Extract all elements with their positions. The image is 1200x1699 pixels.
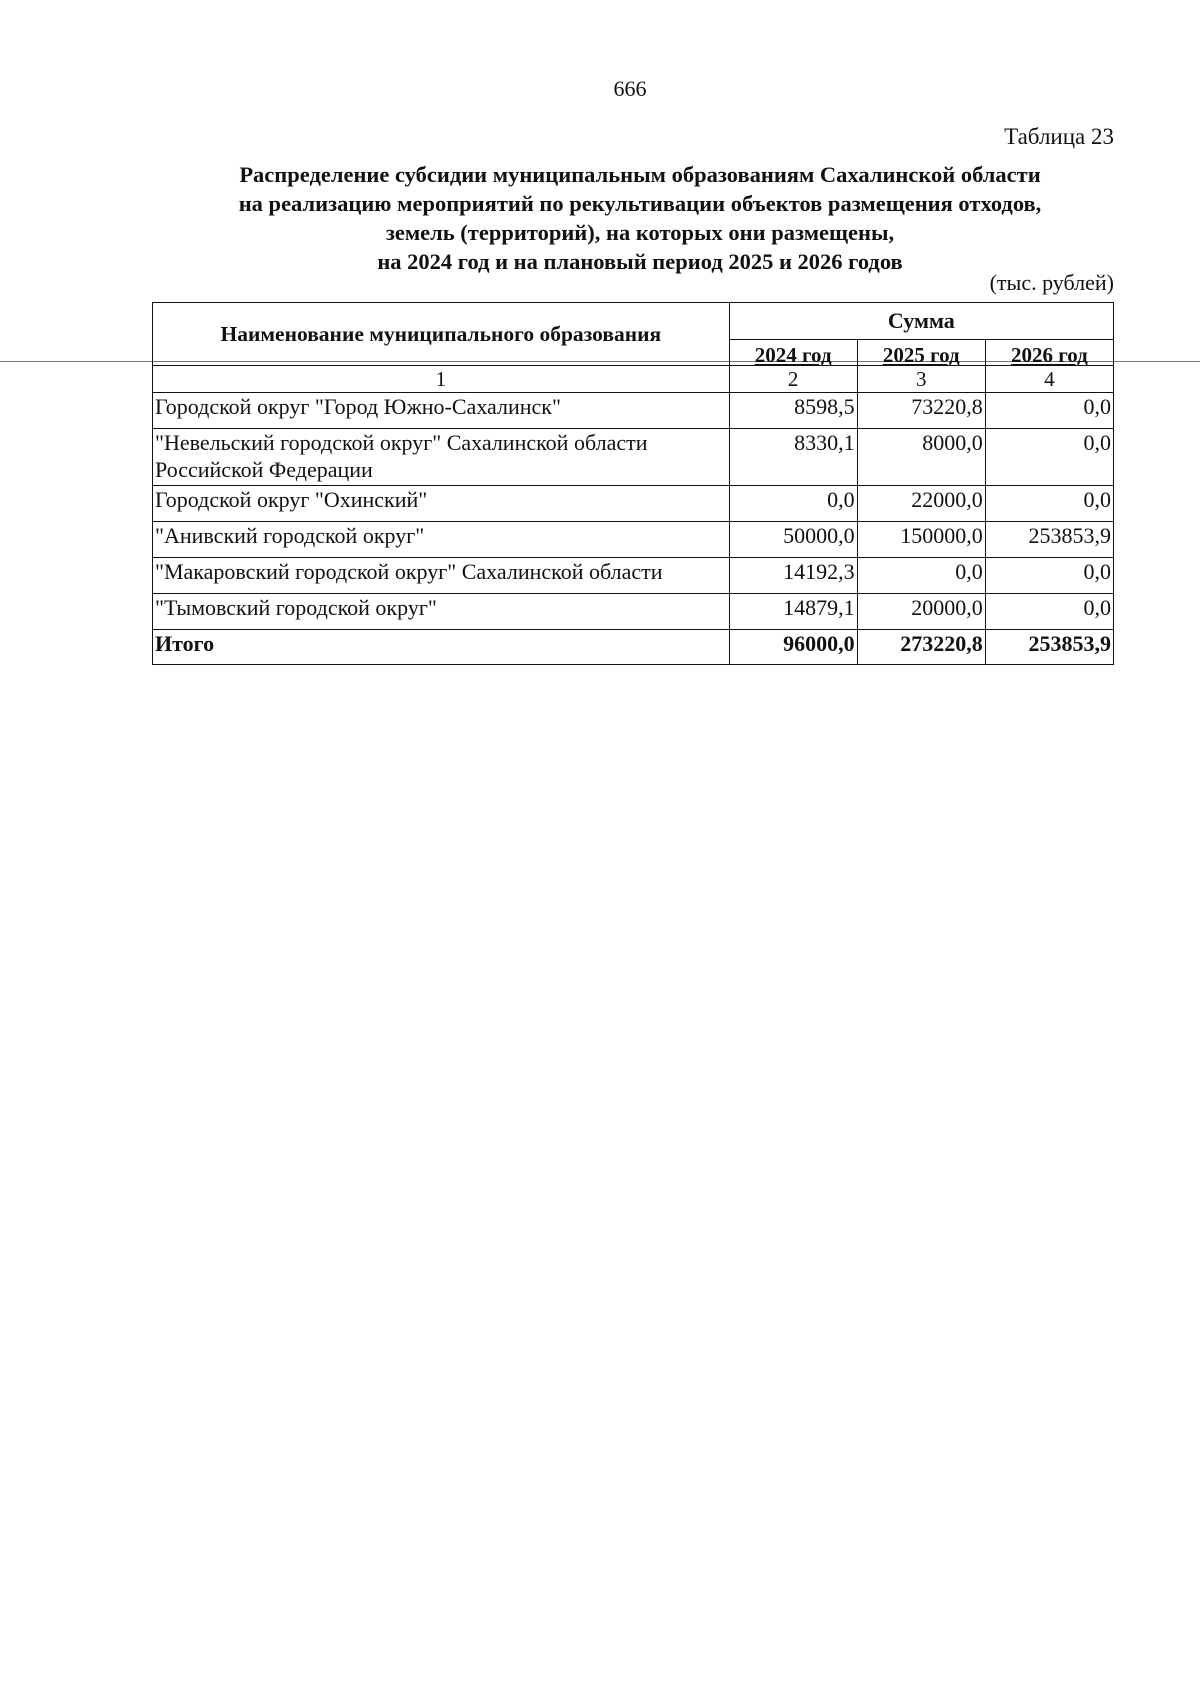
title-line: Распределение субсидии муниципальным образованиям Сахалинской области xyxy=(239,162,1041,187)
value-2026: 0,0 xyxy=(985,393,1113,429)
total-2024: 96000,0 xyxy=(729,630,857,665)
title-line: на реализацию мероприятий по рекультивации объектов размещения отходов, xyxy=(238,191,1042,216)
total-row xyxy=(153,630,1114,665)
table-row xyxy=(153,429,1114,486)
column-number: 4 xyxy=(985,366,1113,393)
value-2025: 20000,0 xyxy=(857,594,985,630)
units-label: (тыс. рублей) xyxy=(989,270,1114,295)
year-header-2026: 2026 год xyxy=(985,340,1113,366)
value-2025: 8000,0 xyxy=(857,429,985,486)
value-2025: 0,0 xyxy=(857,558,985,594)
value-2025: 22000,0 xyxy=(857,486,985,522)
table-title xyxy=(150,160,1130,276)
column-number: 2 xyxy=(729,366,857,393)
total-2025: 273220,8 xyxy=(857,630,985,665)
page-number: 666 xyxy=(613,76,647,101)
value-2024: 0,0 xyxy=(729,486,857,522)
municipality-column-header: Наименование муниципального образования xyxy=(153,303,730,366)
column-number-row xyxy=(153,366,1114,393)
value-2024: 50000,0 xyxy=(729,522,857,558)
title-line: земель (территорий), на которых они размещены, xyxy=(385,220,895,245)
total-label: Итого xyxy=(153,630,730,665)
value-2024: 14192,3 xyxy=(729,558,857,594)
value-2024: 8598,5 xyxy=(729,393,857,429)
table-row xyxy=(153,393,1114,429)
value-2025: 150000,0 xyxy=(857,522,985,558)
column-number: 3 xyxy=(857,366,985,393)
municipality-name: "Макаровский городской округ" Сахалинской области xyxy=(153,558,730,594)
value-2025: 73220,8 xyxy=(857,393,985,429)
value-2026: 0,0 xyxy=(985,558,1113,594)
table-row xyxy=(153,594,1114,630)
value-2026: 253853,9 xyxy=(985,522,1113,558)
municipality-name: "Тымовский городской округ" xyxy=(153,594,730,630)
value-2026: 0,0 xyxy=(985,594,1113,630)
value-2026: 0,0 xyxy=(985,486,1113,522)
year-header-2025: 2025 год xyxy=(857,340,985,366)
municipality-name: Городской округ "Город Южно-Сахалинск" xyxy=(153,393,730,429)
municipality-name: Городской округ "Охинский" xyxy=(153,486,730,522)
table-row xyxy=(153,522,1114,558)
municipality-name: "Невельский городской округ" Сахалинской области Российской Федерации xyxy=(153,429,730,486)
value-2026: 0,0 xyxy=(985,429,1113,486)
subsidy-table xyxy=(152,302,1114,665)
title-line: на 2024 год и на плановый период 2025 и 2026 годов xyxy=(377,249,903,274)
value-2024: 8330,1 xyxy=(729,429,857,486)
table-row xyxy=(153,486,1114,522)
sum-column-header: Сумма xyxy=(729,303,1113,340)
column-number: 1 xyxy=(153,366,730,393)
table-row xyxy=(153,558,1114,594)
value-2024: 14879,1 xyxy=(729,594,857,630)
year-header-2024: 2024 год xyxy=(729,340,857,366)
table-label: Таблица 23 xyxy=(1004,124,1114,149)
total-2026: 253853,9 xyxy=(985,630,1113,665)
municipality-name: "Анивский городской округ" xyxy=(153,522,730,558)
